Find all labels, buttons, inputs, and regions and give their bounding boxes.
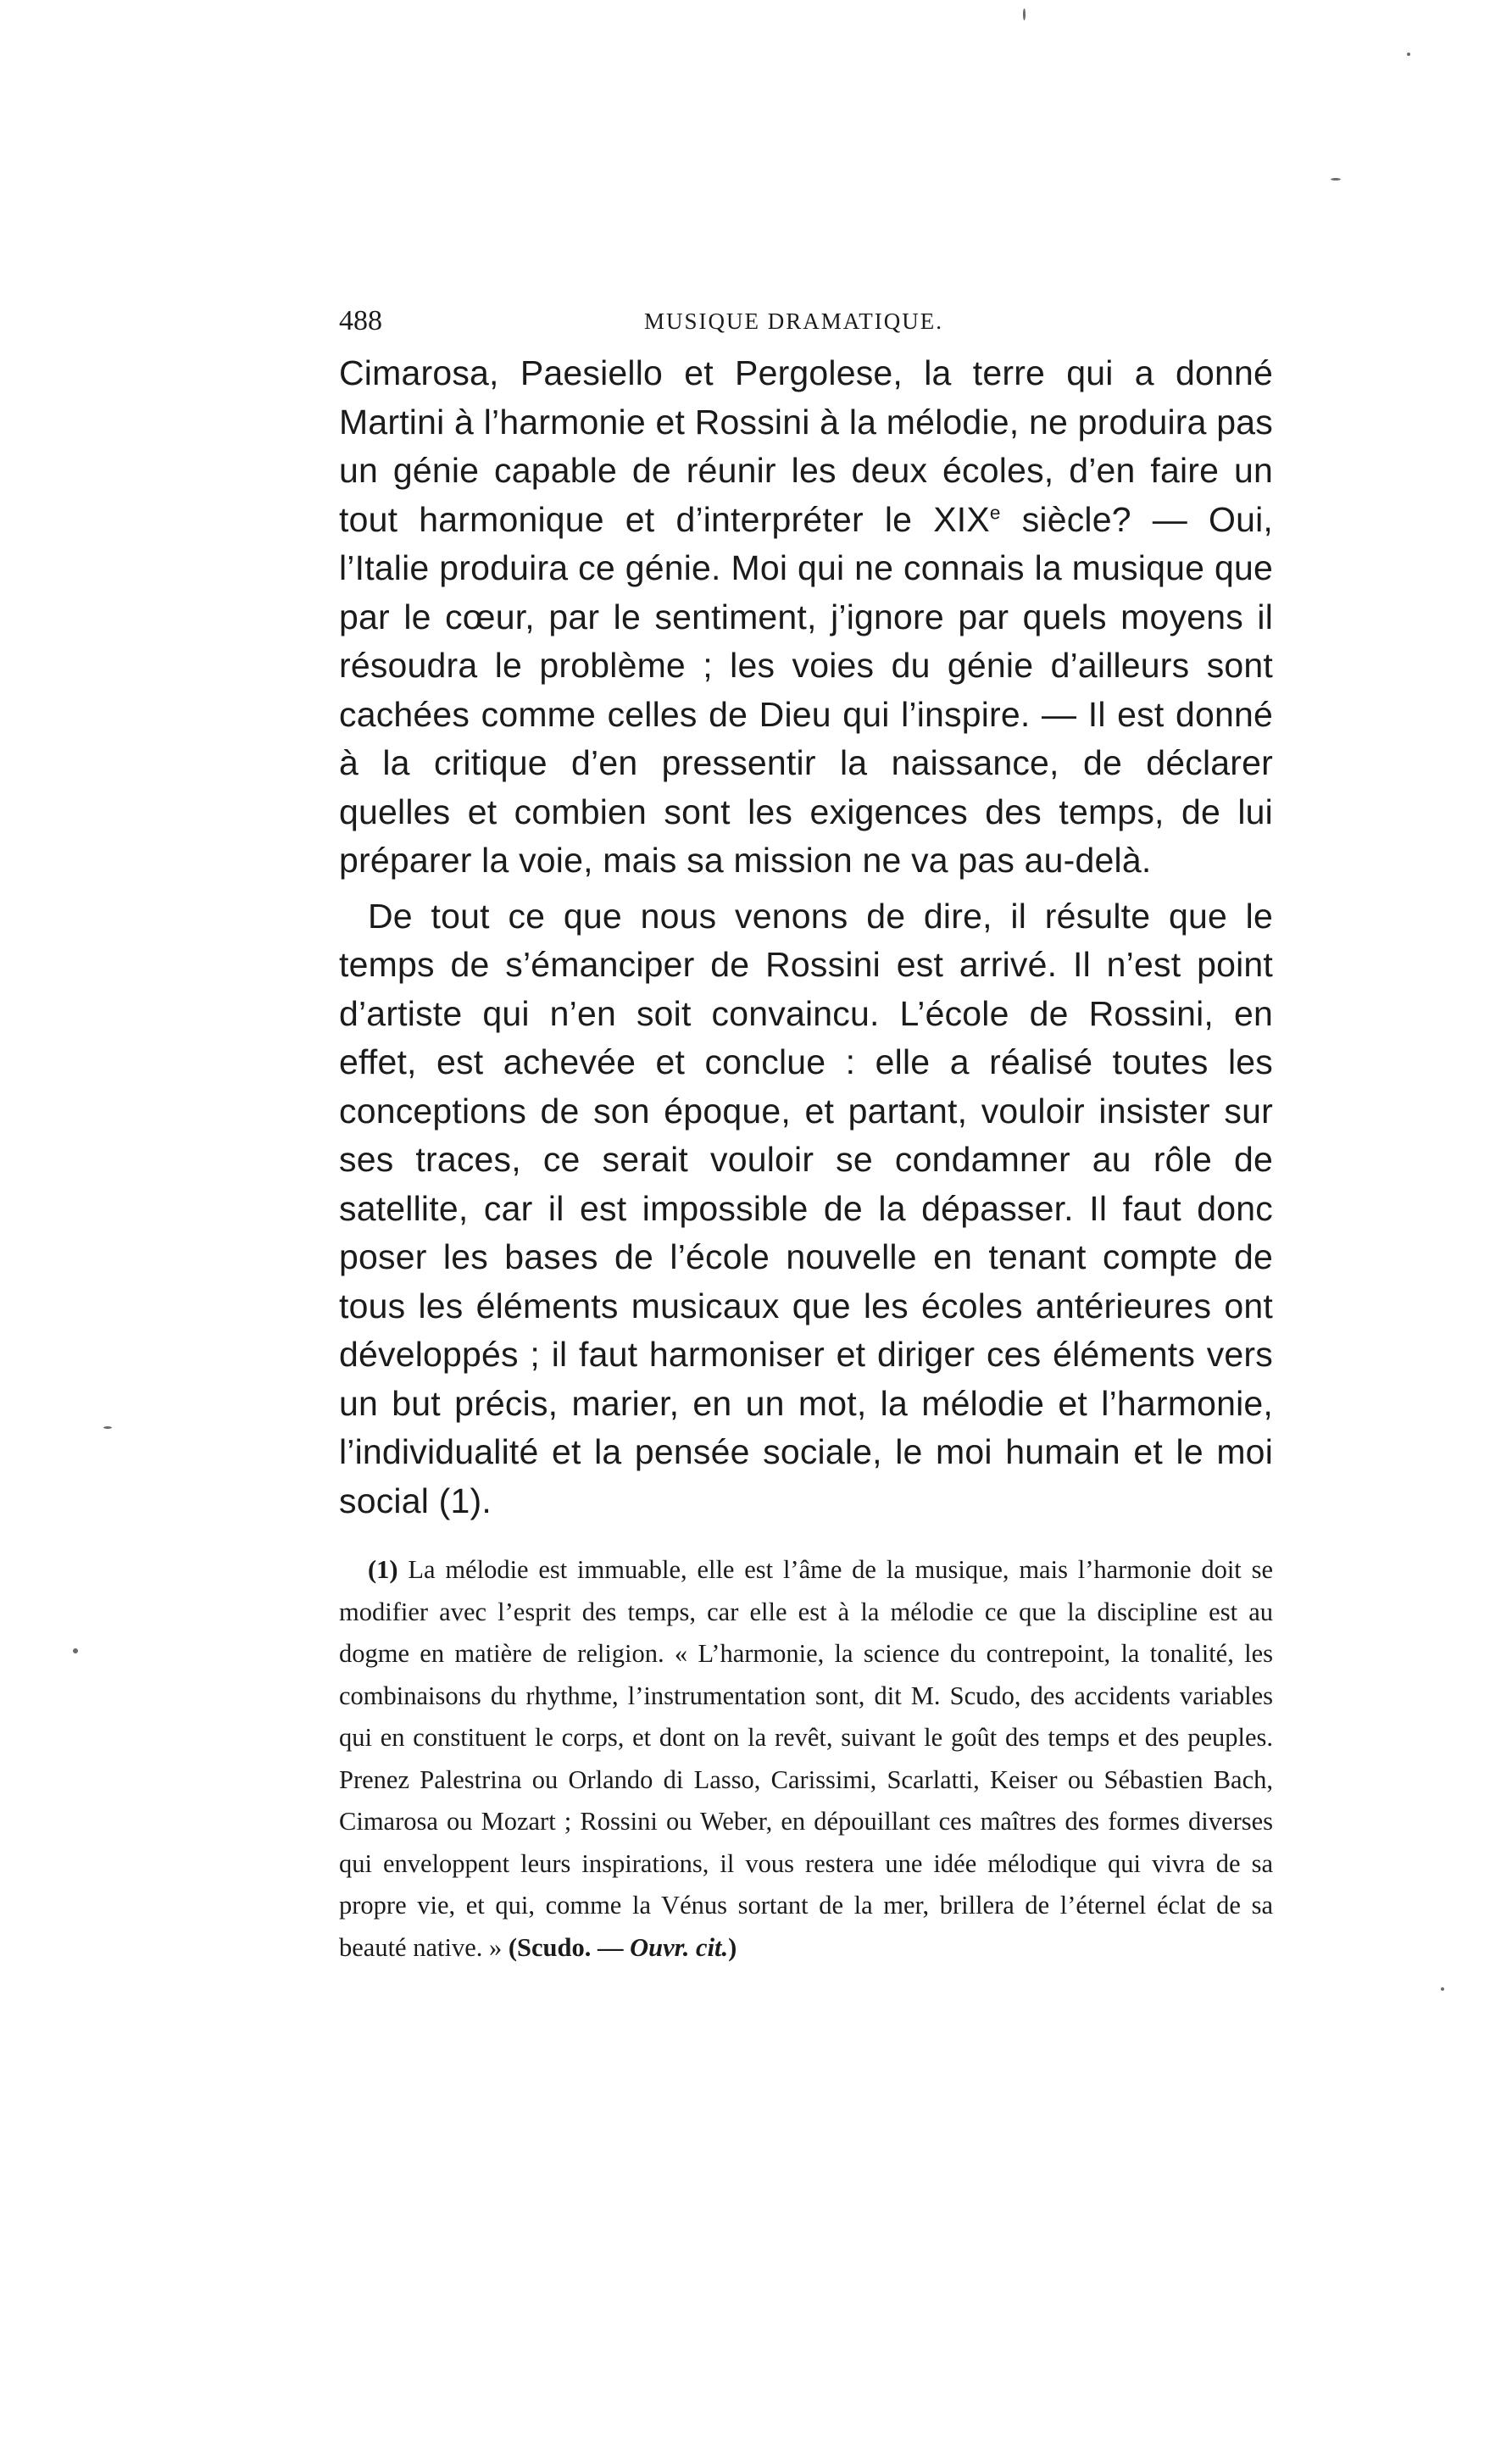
running-head bbox=[339, 305, 1273, 349]
scan-speck bbox=[1441, 1987, 1444, 1991]
paragraph-2: De tout ce que nous venons de dire, il résulte que le temps de s’émanciper de Rossini est arrivé. Il n’est point d’artiste qui n’en soit convaincu. L’école de Rossini, en effet, est achevée et conclue : elle a réalisé toutes les conceptions de son époque, et partant, vouloir insister sur ses traces, ce serait vouloir se condamner au rôle de satellite, car il est impossible de la dépasser. Il faut donc poser les bases de l’école nouvelle en tenant compte de tous les éléments musicaux que les écoles antérieures ont développés ; il faut harmoniser et diriger ces éléments vers un but précis, marier, en un mot, la mélodie et l’harmonie, l’individualité et la pensée sociale, le moi humain et le moi social (1). bbox=[339, 896, 1273, 1520]
paragraph-1-text-a: Cimarosa, Paesiello et Pergolese, la terre qui a donné Martini à l’harmonie et Rossini à la mélodie, ne produira pas un génie capable de réunir les deux écoles, d’en faire un tout harmonique et d’interpréter le XIX bbox=[339, 353, 1273, 539]
footnote-marker: (1) bbox=[368, 1555, 398, 1584]
superscript-e: e bbox=[989, 501, 1001, 523]
scan-speck bbox=[73, 1648, 78, 1653]
paragraph-1 bbox=[339, 349, 1273, 886]
page-number: 488 bbox=[339, 305, 382, 336]
footnote-source bbox=[509, 1933, 737, 1962]
footnote-source-work: Ouvr. cit. bbox=[630, 1932, 729, 1962]
scan-speck bbox=[103, 1426, 112, 1429]
scan-speck bbox=[1407, 53, 1410, 56]
book-page bbox=[339, 305, 1273, 1969]
running-title: MUSIQUE DRAMATIQUE. bbox=[644, 308, 943, 334]
footnote-source-close: ) bbox=[728, 1932, 737, 1962]
scan-speck bbox=[1331, 178, 1341, 181]
footnote bbox=[339, 1549, 1273, 1969]
footnote-text: La mélodie est immuable, elle est l’âme de la musique, mais l’harmonie doit se modifier avec l’esprit des temps, car elle est à la mélodie ce que la discipline est au dogme en matière de religion. « L’harmonie, la science du contrepoint, la tonalité, les combinaisons du rhythme, l’instrumentation sont, dit M. Scudo, des accidents variables qui en constituent le corps, et dont on la revêt, suivant le goût des temps et des peuples. Prenez Palestrina ou Orlando di Lasso, Carissimi, Scarlatti, Keiser ou Sébastien Bach, Cimarosa ou Mozart ; Rossini ou Weber, en dépouillant ces maîtres des formes diverses qui enveloppent leurs inspirations, il vous restera une idée mélodique qui vivra de sa propre vie, et qui, comme la Vénus sortant de la mer, brillera de l’éternel éclat de sa beauté native. » bbox=[339, 1555, 1273, 1962]
scan-speck bbox=[1023, 8, 1026, 20]
footnote-source-open: (Scudo. — bbox=[508, 1932, 631, 1962]
paragraph-1-text-b: siècle? — Oui, l’Italie produira ce génie. Moi qui ne connais la musique que par le cœur, par le sentiment, j’ignore par quels moyens il résoudra le problème ; les voies du génie d’ailleurs sont cachées comme celles de Dieu qui l’inspire. — Il est donné à la critique d’en pressentir la naissance, de déclarer quelles et combien sont les exigences des temps, de lui préparer la voie, mais sa mission ne va pas au-delà. bbox=[339, 499, 1274, 880]
